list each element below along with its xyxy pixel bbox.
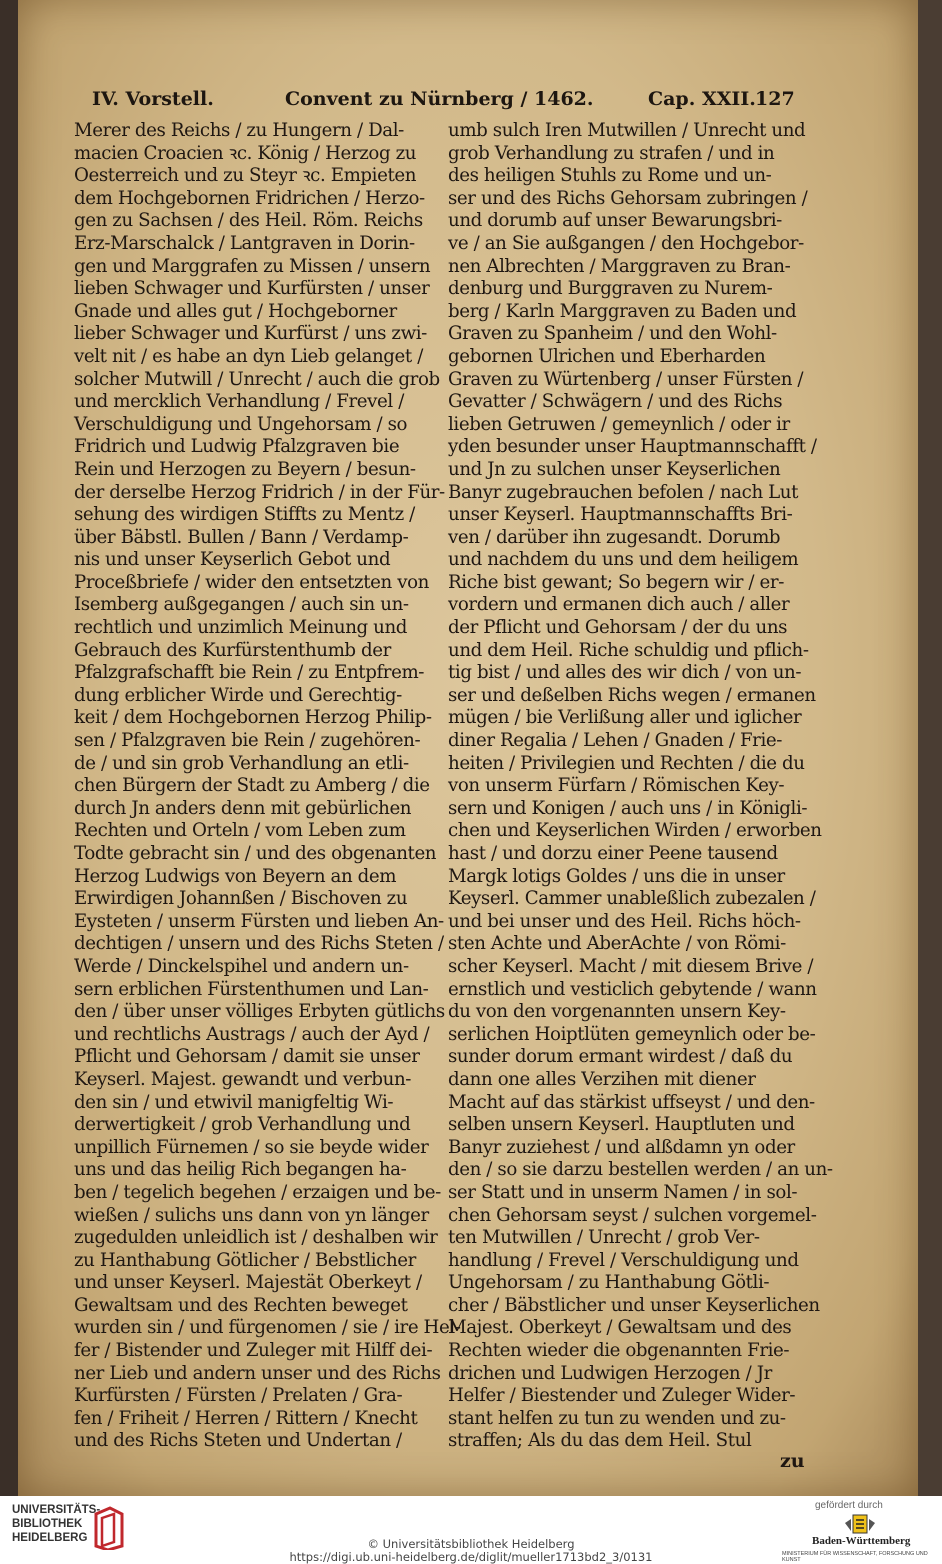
page-number: 127 <box>755 88 795 110</box>
text-line: Banyr zugebrauchen befolen / nach Lut <box>448 481 799 503</box>
text-line: dechtigen / unsern und des Richs Steten / <box>74 933 444 955</box>
text-line: ven / darüber ihn zugesandt. Dorumb <box>448 526 781 548</box>
text-line: handlung / Frevel / Verschuldigung und <box>448 1249 799 1271</box>
text-line: den sin / und etwivil manigfeltig Wi- <box>74 1091 394 1113</box>
text-line: gen und Marggrafen zu Missen / unsern <box>74 255 431 277</box>
copyright-notice: © Universitätsbibliothek Heidelberg <box>367 1537 575 1551</box>
text-line: heiten / Privilegien und Rechten / die du <box>448 752 805 774</box>
text-line: den / so sie darzu bestellen werden / an un- <box>448 1159 833 1181</box>
text-line: Kurfürsten / Fürsten / Prelaten / Gra- <box>74 1385 403 1407</box>
permalink-url[interactable]: https://digi.ub.uni-heidelberg.de/diglit/mueller1713bd2_3/0131 <box>289 1550 653 1564</box>
text-line: über Bäbstl. Bullen / Bann / Verdamp- <box>74 526 409 548</box>
text-line: Proceßbriefe / wider den entsetzten von <box>74 571 429 593</box>
text-line: sern und Konigen / auch uns / in Königli- <box>448 797 808 819</box>
text-line: wießen / sulichs uns dann von yn länger <box>74 1204 429 1226</box>
text-line: chen und Keyserlichen Wirden / erworben <box>448 820 822 842</box>
text-line: derwertigkeit / grob Verhandlung und <box>74 1114 411 1136</box>
funded-by-label: gefördert durch <box>815 1500 883 1511</box>
text-line: Herzog Ludwigs von Beyern an dem <box>74 865 397 887</box>
text-line: uns und das heilig Rich begangen ha- <box>74 1159 407 1181</box>
text-line: solcher Mutwill / Unrecht / auch die grob <box>74 368 440 390</box>
text-line: keit / dem Hochgebornen Herzog Philip- <box>74 707 432 729</box>
text-line: lieben Getruwen / gemeynlich / oder ir <box>448 413 790 435</box>
text-line: Fridrich und Ludwig Pfalzgraven bie <box>74 436 400 458</box>
text-line: lieber Schwager und Kurfürst / uns zwi- <box>74 323 427 345</box>
text-line: Gebrauch des Kurfürstenthumb der <box>74 639 391 661</box>
text-line: ner Lieb und andern unser und des Richs <box>74 1362 441 1384</box>
text-line: de / und sin grob Verhandlung an etli- <box>74 752 409 774</box>
text-line: Graven zu Spanheim / und den Wohl- <box>448 323 777 345</box>
text-line: und Jn zu sulchen unser Keyserlichen <box>448 458 781 480</box>
page-edge <box>918 0 942 1496</box>
text-line: und rechtlichs Austrags / auch der Ayd / <box>74 1023 430 1045</box>
text-line: Merer des Reichs / zu Hungern / Dal- <box>74 120 404 141</box>
text-line: Werde / Dinckelspihel und andern un- <box>74 955 409 977</box>
text-line: fer / Bistender und Zuleger mit Hilff dei- <box>74 1340 433 1362</box>
text-line: sunder dorum ermant wirdest / daß du <box>448 1046 793 1068</box>
text-line: sen / Pfalzgraven bie Rein / zugehören- <box>74 730 421 752</box>
text-line: Pflicht und Gehorsam / damit sie unser <box>74 1046 420 1068</box>
text-line: ser und deßelben Richs wegen / ermanen <box>448 684 816 706</box>
library-name-line: BIBLIOTHEK <box>12 1518 83 1530</box>
text-line: sten Achte und AberAchte / von Römi- <box>448 933 786 955</box>
text-line: Rechten und Orteln / vom Leben zum <box>74 820 406 842</box>
text-line: vordern und ermanen dich auch / aller <box>448 594 790 616</box>
text-line: und bei unser und des Heil. Richs höch- <box>448 910 801 932</box>
text-line: gen zu Sachsen / des Heil. Röm. Reichs <box>74 210 423 232</box>
text-line: von unserm Fürfarn / Römischen Key- <box>448 775 785 797</box>
coat-of-arms-icon <box>843 1513 877 1535</box>
text-line: und dem Heil. Riche schuldig und pflich- <box>448 639 809 661</box>
text-line: berg / Karln Marggraven zu Baden und <box>448 300 797 322</box>
text-line: cher / Bäbstlicher und unser Keyserlichen <box>448 1294 820 1316</box>
text-line: du von den vorgenannten unsern Key- <box>448 1001 786 1023</box>
text-line: Gewaltsam und des Rechten beweget <box>74 1294 408 1316</box>
text-line: yden besunder unser Hauptmannschafft / <box>448 436 817 458</box>
text-line: rechtlich und unzimlich Meinung und <box>74 617 408 639</box>
text-line: zugedulden unleidlich ist / deshalben wir <box>74 1227 438 1249</box>
text-line: ten Mutwillen / Unrecht / grob Ver- <box>448 1227 760 1249</box>
text-column-right <box>448 120 833 1453</box>
text-line: nis und unser Keyserlich Gebot und <box>74 549 391 571</box>
text-line: sern erblichen Fürstenthumen und Lan- <box>74 978 429 1000</box>
text-line: unpillich Fürnemen / so sie beyde wider <box>74 1136 429 1158</box>
text-line: chen Bürgern der Stadt zu Amberg / die <box>74 775 430 797</box>
running-head-title: Convent zu Nürnberg / 1462. <box>285 88 594 110</box>
text-line: der derselbe Herzog Fridrich / in der Für- <box>74 481 445 503</box>
text-line: Keyserl. Cammer unableßlich zubezalen / <box>448 888 816 910</box>
text-line: durch Jn anders denn mit gebürlichen <box>74 797 412 819</box>
text-line: Majest. Oberkeyt / Gewaltsam und des <box>448 1317 792 1339</box>
text-line: ve / an Sie außgangen / den Hochgebor- <box>448 232 804 254</box>
text-line: Erwirdigen Johannßen / Bischoven zu <box>74 888 408 910</box>
text-line: chen Gehorsam seyst / sulchen vorgemel- <box>448 1204 817 1226</box>
running-head-chapter: Cap. XXII. <box>648 88 756 110</box>
text-line: velt nit / es habe an dyn Lieb gelanget / <box>74 345 423 367</box>
text-line: Gnade und alles gut / Hochgeborner <box>74 300 397 322</box>
text-line: straffen; Als du das dem Heil. Stul <box>448 1430 752 1452</box>
text-line: tig bist / und alles des wir dich / von un- <box>448 662 802 684</box>
text-line: unser Keyserl. Hauptmannschaffts Bri- <box>448 504 793 526</box>
text-line: Keyserl. Majest. gewandt und verbun- <box>74 1068 412 1090</box>
text-line: ser Statt und in unserm Namen / in sol- <box>448 1181 798 1203</box>
text-line: macien Croacien ꝛc. König / Herzog zu <box>74 142 417 164</box>
text-line: scher Keyserl. Macht / mit diesem Brive / <box>448 955 814 977</box>
text-line: fen / Friheit / Herren / Rittern / Knecht <box>74 1407 418 1429</box>
text-line: ser und des Richs Gehorsam zubringen / <box>448 187 808 209</box>
text-line: Macht auf das stärkist uffseyst / und den- <box>448 1091 815 1113</box>
text-line: wurden sin / und fürgenomen / sie / ire Hel- <box>74 1317 461 1339</box>
sponsor-ministry: MINISTERIUM FÜR WISSENSCHAFT, FORSCHUNG UND KUNST <box>782 1551 928 1563</box>
text-line: und dorumb auf unser Bewarungsbri- <box>448 210 782 232</box>
text-column-left <box>74 120 461 1453</box>
text-line: Rein und Herzogen zu Beyern / besun- <box>74 458 416 480</box>
library-name-line: UNIVERSITÄTS- <box>12 1504 101 1516</box>
text-line: Riche bist gewant; So begern wir / er- <box>448 571 784 593</box>
text-line: selben unsern Keyserl. Hauptluten und <box>448 1114 795 1136</box>
text-line: gebornen Ulrichen und Eberharden <box>448 345 766 367</box>
text-line: Ungehorsam / zu Hanthabung Götli- <box>448 1272 770 1294</box>
text-line: des heiligen Stuhls zu Rome und un- <box>448 165 772 187</box>
text-line: Erz-Marschalck / Lantgraven in Dorin- <box>74 232 415 254</box>
text-line: ben / tegelich begehen / erzaigen und be- <box>74 1181 441 1203</box>
text-line: stant helfen zu tun zu wenden und zu- <box>448 1407 786 1429</box>
text-line: dann one alles Verzihen mit diener <box>448 1068 756 1090</box>
text-line: Verschuldigung und Ungehorsam / so <box>74 413 408 435</box>
catchword: zu <box>780 1450 805 1472</box>
text-line: der Pflicht und Gehorsam / der du uns <box>448 617 788 639</box>
sponsor-name: Baden-Württemberg <box>812 1535 911 1547</box>
text-line: Rechten wieder die obgenannten Frie- <box>448 1340 790 1362</box>
text-line: denburg und Burggraven zu Nurem- <box>448 278 773 300</box>
text-line: nen Albrechten / Marggraven zu Bran- <box>448 255 791 277</box>
text-line: mügen / bie Verlißung aller und iglicher <box>448 707 802 729</box>
text-line: Todte gebracht sin / und des obgenanten <box>74 843 437 864</box>
text-line: ernstlich und vesticlich gebytende / wann <box>448 978 817 1000</box>
text-line: dung erblicher Wirde und Gerechtig- <box>74 684 402 706</box>
text-line: und mercklich Verhandlung / Frevel / <box>74 391 404 413</box>
running-head-left: IV. Vorstell. <box>92 88 214 110</box>
text-line: hast / und dorzu einer Peene tausend <box>448 843 778 864</box>
text-line: diner Regalia / Lehen / Gnaden / Frie- <box>448 730 782 752</box>
text-line: dem Hochgebornen Fridrichen / Herzo- <box>74 187 425 209</box>
text-line: Gevatter / Schwägern / und des Richs <box>448 391 783 413</box>
text-line: den / über unser völliges Erbyten gütlichs <box>74 1001 445 1023</box>
text-line: Margk lotigs Goldes / uns die in unser <box>448 865 785 887</box>
text-line: und unser Keyserl. Majestät Oberkeyt / <box>74 1272 422 1294</box>
text-line: und nachdem du uns und dem heiligem <box>448 549 799 571</box>
text-line: drichen und Ludwigen Herzogen / Jr <box>448 1362 772 1384</box>
library-name-line: HEIDELBERG <box>12 1532 88 1544</box>
text-line: Helfer / Biestender und Zuleger Wider- <box>448 1385 796 1407</box>
text-line: Isemberg außgegangen / auch sin un- <box>74 594 409 616</box>
text-line: Eysteten / unserm Fürsten und lieben An- <box>74 910 444 932</box>
text-line: Pfalzgrafschafft bie Rein / zu Entpfrem- <box>74 662 425 684</box>
text-line: umb sulch Iren Mutwillen / Unrecht und <box>448 120 806 141</box>
text-line: Graven zu Würtenberg / unser Fürsten / <box>448 368 804 390</box>
text-line: zu Hanthabung Götlicher / Bebstlicher <box>74 1249 416 1271</box>
text-line: Banyr zuziehest / und alßdamn yn oder <box>448 1136 795 1158</box>
text-line: und des Richs Steten und Undertan / <box>74 1430 402 1452</box>
text-line: Oesterreich und zu Steyr ꝛc. Empieten <box>74 165 417 187</box>
text-line: lieben Schwager und Kurfürsten / unser <box>74 278 430 300</box>
text-line: serlichen Hoiptlüten gemeynlich oder be- <box>448 1023 816 1045</box>
text-line: grob Verhandlung zu strafen / und in <box>448 142 775 164</box>
text-line: sehung des wirdigen Stiffts zu Mentz / <box>74 504 415 526</box>
